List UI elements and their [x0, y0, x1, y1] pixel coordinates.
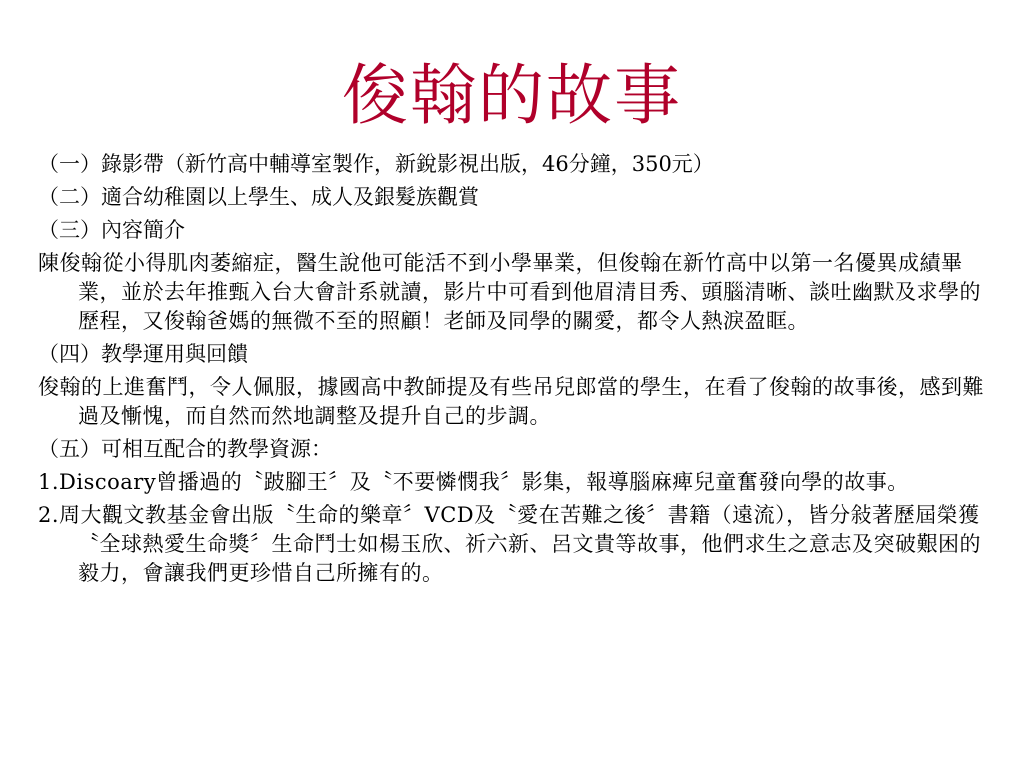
resource-1-paragraph: 1.Discoary曾播過的〝跛腳王〞及〝不要憐憫我〞影集，報導腦麻痺兒童奮發向學的故事。 [38, 470, 909, 494]
slide-title: 俊翰的故事 [342, 57, 682, 134]
item-3-heading: （三）內容簡介 [38, 218, 185, 242]
content-summary-paragraph: 陳俊翰從小得肌肉萎縮症，醫生說他可能活不到小學畢業，但俊翰在新竹高中以第一名優異成績畢業，並於去年推甄入台大會計系就讀，影片中可看到他眉清目秀、頭腦清晰、談吐幽默及求學的歷程，又俊翰爸媽的無微不至的照顧！老師及同學的關愛，都令人熱淚盈眶。 [38, 251, 981, 333]
resource-2-paragraph: 2.周大觀文教基金會出版〝生命的樂章〞VCD及〝愛在苦難之後〞書籍（遠流），皆分敍著歷屆榮獲〝全球熱愛生命獎〞生命鬥士如楊玉欣、祈六新、呂文貴等故事，他們求生之意志及突破艱困的毅力，會讓我們更珍惜自己所擁有的。 [38, 503, 981, 585]
item-5-heading: （五）可相互配合的教學資源： [38, 437, 332, 461]
teaching-feedback-paragraph: 俊翰的上進奮鬥，令人佩服，據國高中教師提及有些吊兒郎當的學生，在看了俊翰的故事後，感到難過及慚愧，而自然而然地調整及提升自己的步調。 [38, 375, 984, 428]
slide-body [38, 150, 988, 592]
item-2-heading: （二）適合幼稚園以上學生、成人及銀髮族觀賞 [38, 185, 479, 209]
item-4-heading: （四）教學運用與回饋 [38, 342, 248, 366]
item-1-heading: （一）錄影帶（新竹高中輔導室製作，新銳影視出版，46分鐘，350元） [38, 152, 714, 176]
